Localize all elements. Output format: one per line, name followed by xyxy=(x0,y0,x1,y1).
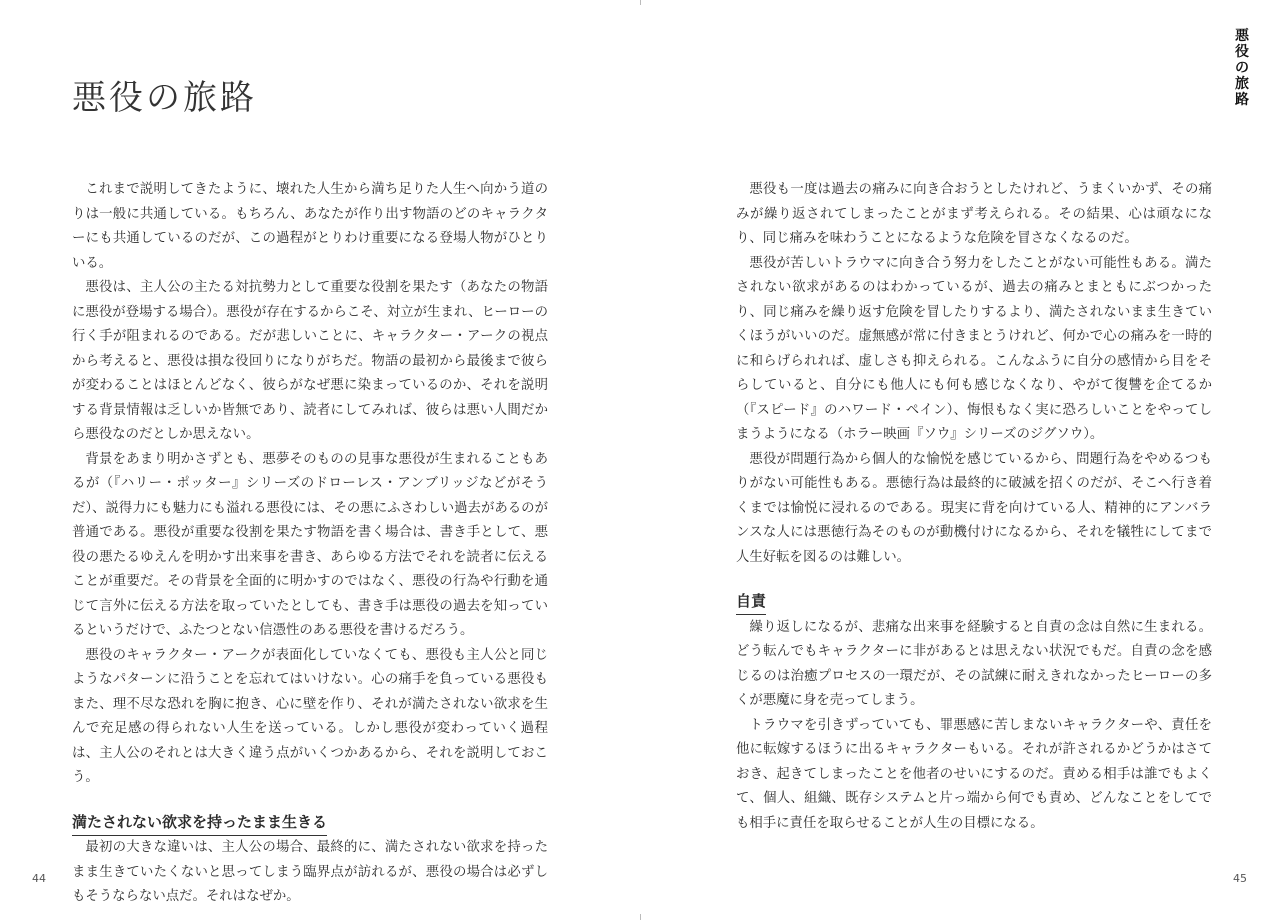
body-paragraph: 悪役のキャラクター・アークが表面化していなくても、悪役も主人公と同じようなパターンに沿うことを忘れてはいけない。心の痛手を負っている悪役もまた、理不尽な恐れを胸に抱き、心に壁を作り、それが満たされない欲求を生んで充足感の得られない人生を送っている。しかし悪役が変わっていく過程は、主人公のそれとは大きく違う点がいくつかあるから、それを説明しておこう。 xyxy=(72,647,548,785)
body-paragraph: 悪役が苦しいトラウマに向き合う努力をしたことがない可能性もある。満たされない欲求があるのはわかっているが、過去の痛みとまともにぶつかったり、同じ痛みを繰り返す危険を冒したりするより、満たされないまま生きていくほうがいいのだ。虚無感が常に付きまとうけれど、何かで心の痛みを一時的に和らげられれば、虚しさも抑えられる。こんなふうに自分の感情から目をそらしていると、自分にも他人にも何も感じなくなり、やがて復讐を企てるか（『スピード』のハワード・ペイン）、悔恨もなく実に恐ろしいことをやってしまうようになる（ホラー映画『ソウ』シリーズのジグソウ）。 xyxy=(736,255,1212,442)
running-head-char: の xyxy=(1235,60,1249,76)
right-page-body xyxy=(736,178,1212,836)
gutter-mark-bottom xyxy=(640,914,641,920)
body-paragraph: 悪役が問題行為から個人的な愉悦を感じているから、問題行為をやめるつもりがない可能性もある。悪徳行為は最終的に破滅を招くのだが、そこへ行き着くまでは愉悦に浸れるのである。現実に背を向けている人、精神的にアンバランスな人には悪徳行為そのものが動機付けになるから、それを犠牲にしてまで人生好転を図るのは難しい。 xyxy=(736,451,1212,565)
body-paragraph: 悪役も一度は過去の痛みに向き合おうとしたけれど、うまくいかず、その痛みが繰り返されてしまったことがまず考えられる。その結果、心は頑なになり、同じ痛みを味わうことになるような危険を冒さなくなるのだ。 xyxy=(736,182,1212,246)
running-head-char: 役 xyxy=(1235,44,1249,60)
body-paragraph: 背景をあまり明かさずとも、悪夢そのものの見事な悪役が生まれることもあるが（『ハリー・ポッター』シリーズのドローレス・アンブリッジなどがそうだ）、説得力にも魅力にも溢れる悪役には、その悪にふさわしい過去があるのが普通である。悪役が重要な役割を果たす物語を書く場合は、書き手として、悪役の悪たるゆえんを明かす出来事を書き、あらゆる方法でそれを読者に伝えることが重要だ。その背景を全面的に明かすのではなく、悪役の行為や行動を通じて言外に伝える方法を取っていたとしても、書き手は悪役の過去を知っているというだけで、ふたつとない信憑性のある悪役を書けるだろう。 xyxy=(72,451,548,638)
running-head-vertical xyxy=(1233,28,1251,108)
left-page-body xyxy=(72,178,548,910)
running-head-char: 路 xyxy=(1235,92,1249,108)
page-number-left: 44 xyxy=(32,872,46,885)
running-head-char: 旅 xyxy=(1235,76,1249,92)
chapter-title: 悪役の旅路 xyxy=(72,78,257,118)
section-heading: 自責 xyxy=(736,588,766,615)
body-paragraph: 繰り返しになるが、悲痛な出来事を経験すると自責の念は自然に生まれる。どう転んでもキャラクターに非があるとは思えない状況でもだ。自責の念を感じるのは治癒プロセスの一環だが、その試練に耐えきれなかったヒーローの多くが悪魔に身を売ってしまう。 xyxy=(736,619,1212,708)
body-paragraph: これまで説明してきたように、壊れた人生から満ち足りた人生へ向かう道のりは一般に共通している。もちろん、あなたが作り出す物語のどのキャラクターにも共通しているのだが、この過程がとりわけ重要になる登場人物がひとりいる。 xyxy=(72,182,548,271)
body-paragraph: 悪役は、主人公の主たる対抗勢力として重要な役割を果たす（あなたの物語に悪役が登場する場合）。悪役が存在するからこそ、対立が生まれ、ヒーローの行く手が阻まれるのである。だが悲しいことに、キャラクター・アークの視点から考えると、悪役は損な役回りになりがちだ。物語の最初から最後まで彼らが変わることはほとんどなく、彼らがなぜ悪に染まっているのか、それを説明する背景情報は乏しいか皆無であり、読者にしてみれば、彼らは悪い人間だから悪役なのだとしか思えない。 xyxy=(72,280,548,442)
gutter-mark-top xyxy=(640,0,641,5)
running-head-char: 悪 xyxy=(1235,28,1249,44)
section-heading: 満たされない欲求を持ったまま生きる xyxy=(72,809,327,836)
body-paragraph: トラウマを引きずっていても、罪悪感に苦しまないキャラクターや、責任を他に転嫁するほうに出るキャラクターもいる。それが許されるかどうかはさておき、起きてしまったことを他者のせいにするのだ。責める相手は誰でもよくて、個人、組織、既存システムと片っ端から何でも責め、どんなことをしてでも相手に責任を取らせることが人生の目標になる。 xyxy=(736,717,1212,831)
page-number-right: 45 xyxy=(1233,872,1247,885)
body-paragraph: 最初の大きな違いは、主人公の場合、最終的に、満たされない欲求を持ったまま生きていたくないと思ってしまう臨界点が訪れるが、悪役の場合は必ずしもそうならない点だ。それはなぜか。 xyxy=(72,840,548,904)
